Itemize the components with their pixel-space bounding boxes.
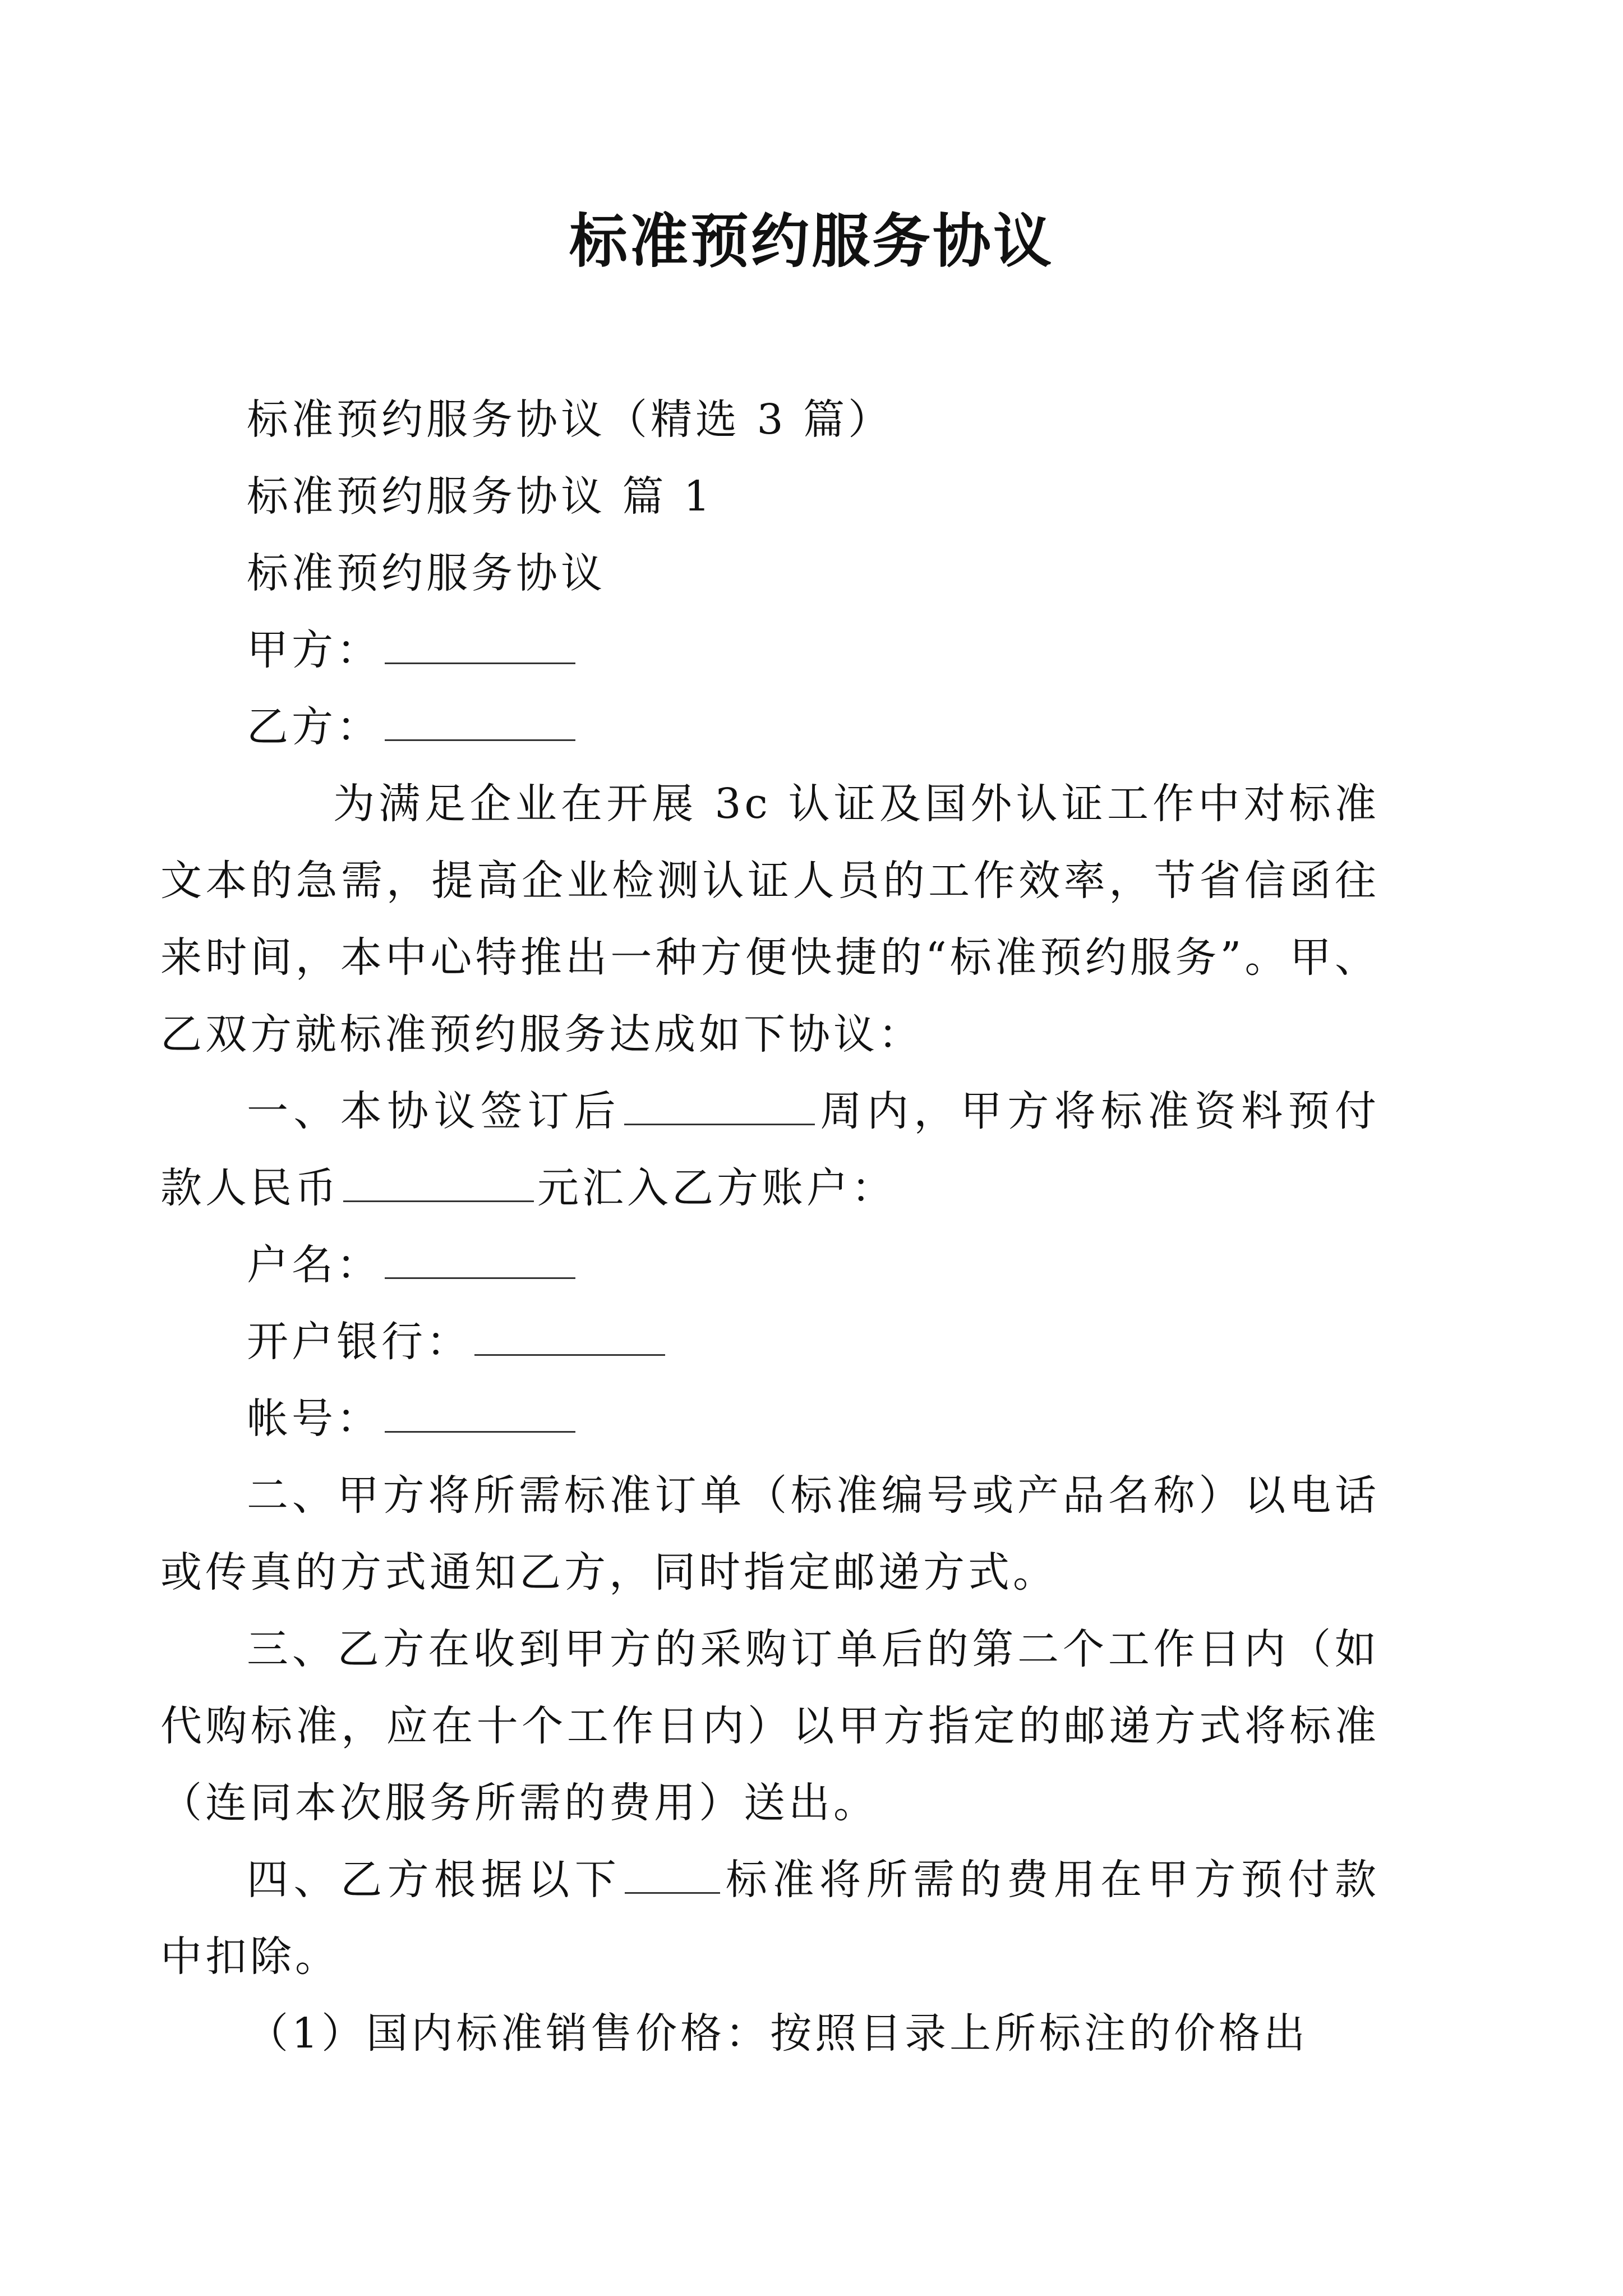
party-a-line <box>247 612 1380 689</box>
party-b-blank <box>385 707 575 741</box>
bank-blank <box>474 1322 665 1356</box>
bank-line <box>247 1304 1380 1381</box>
paragraph-agreement-name: 标准预约服务协议 <box>247 549 606 597</box>
standard-blank <box>625 1860 720 1894</box>
party-a-blank <box>385 630 575 664</box>
account-name-line <box>247 1227 1380 1304</box>
clause-4-part-a: 四、乙方根据以下 <box>247 1856 622 1904</box>
paragraph-clause-2: 二、甲方将所需标准订单（标准编号或产品名称）以电话或传真的方式通知乙方，同时指定邮递方式。 <box>160 1471 1380 1596</box>
bank-label: 开户银行： <box>247 1318 471 1366</box>
document-title: 标准预约服务协议 <box>569 206 1054 275</box>
document-body <box>160 381 1380 2072</box>
account-number-label: 帐号： <box>247 1395 381 1443</box>
account-name-blank <box>385 1245 575 1279</box>
clause-1-part-b: 周内，甲方将标准资料预付款人民币 <box>160 1087 1380 1212</box>
paragraph-intro: 为满足企业在开展 3c 认证及国外认证工作中对标准文本的急需，提高企业检测认证人员的工作效率，节省信函往来时间，本中心特推出一种方便快捷的“标准预约服务”。甲、乙双方就标准预约服务达成如下协议： <box>160 780 1380 1059</box>
paragraph-clause-4 <box>160 1842 1380 1995</box>
clause-4-part-b: 标准将所需的费用在甲方预付款中扣除。 <box>160 1856 1380 1981</box>
paragraph-clause-3: 三、乙方在收到甲方的采购订单后的第二个工作日内（如代购标准，应在十个工作日内）以甲方指定的邮递方式将标准（连同本次服务所需的费用）送出。 <box>160 1625 1380 1827</box>
clause-1-part-c: 元汇入乙方账户： <box>537 1164 896 1212</box>
paragraph-clause-1 <box>160 1073 1380 1227</box>
paragraph-clause-4-item-1: （1）国内标准销售价格：按照目录上所标注的价格出 <box>247 2009 1309 2058</box>
account-number-line <box>247 1381 1380 1457</box>
party-b-label: 乙方： <box>247 703 381 751</box>
weeks-blank <box>624 1091 815 1125</box>
clause-1-part-a: 一、本协议签订后 <box>247 1087 621 1135</box>
amount-blank <box>343 1168 534 1202</box>
paragraph-subtitle: 标准预约服务协议（精选 3 篇） <box>247 395 893 444</box>
party-b-line <box>247 689 1380 766</box>
paragraph-part-heading: 标准预约服务协议 篇 1 <box>247 472 714 521</box>
party-a-label: 甲方： <box>247 626 381 674</box>
account-name-label: 户名： <box>247 1241 381 1289</box>
account-number-blank <box>385 1398 575 1433</box>
